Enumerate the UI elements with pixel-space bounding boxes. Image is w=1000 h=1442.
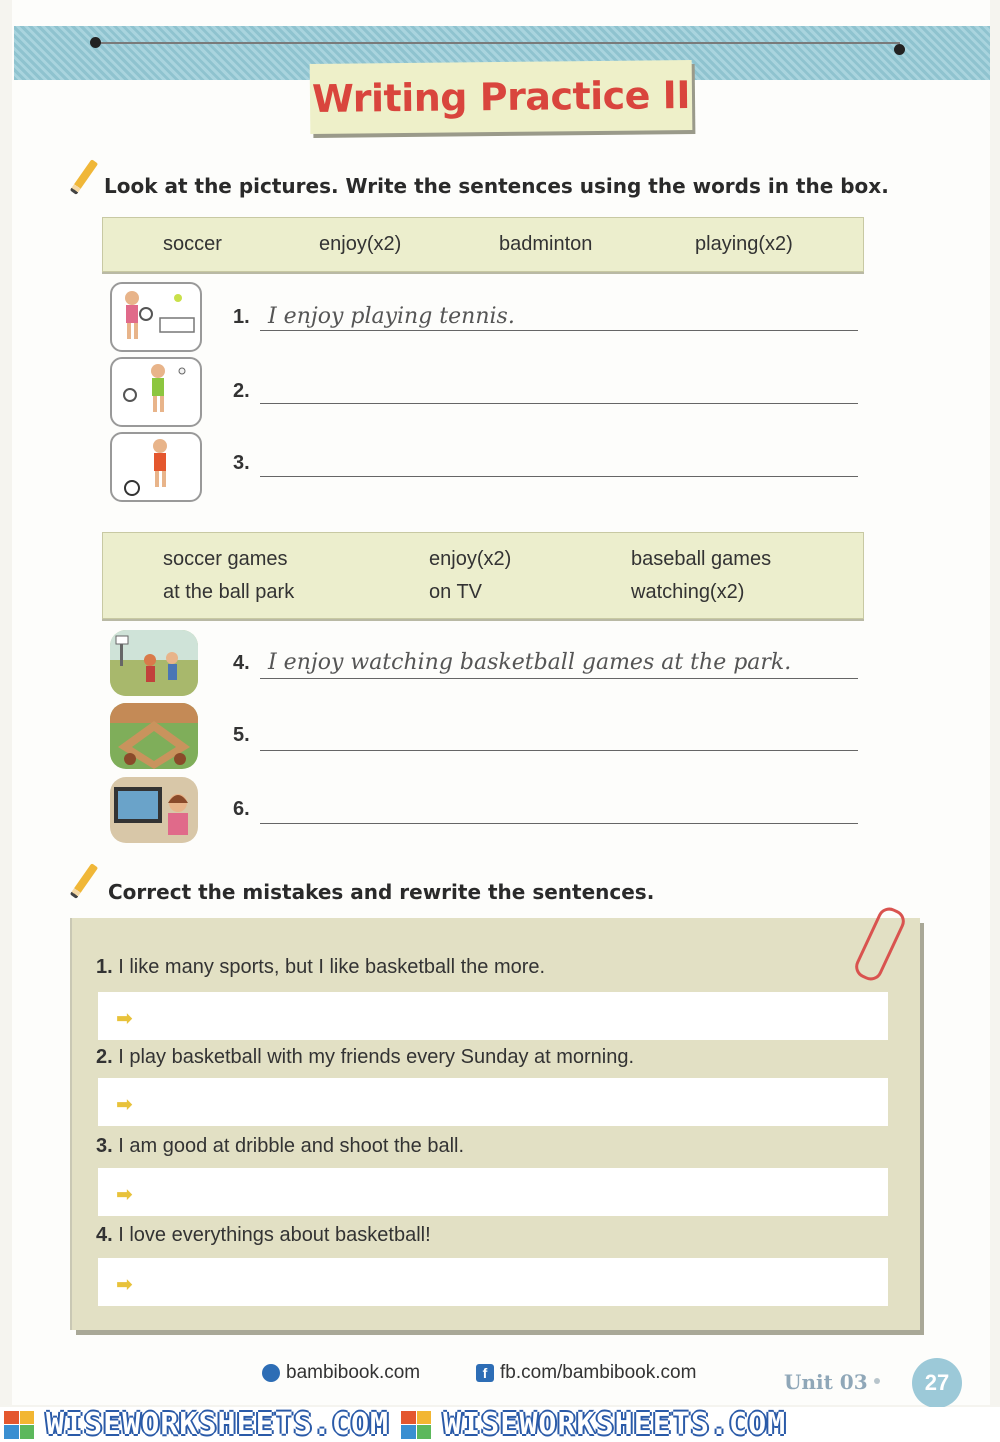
example-answer: I enjoy playing tennis. [268,304,515,329]
question-number: 4. [233,652,250,674]
sentence-2 [96,1046,634,1069]
answer-line[interactable] [260,678,858,679]
page-title: Writing Practice II [311,73,691,121]
section1-instruction: Look at the pictures. Write the sentences using the words in the box. [104,174,889,198]
sentence-text: I play basketball with my friends every Sunday at morning. [118,1046,635,1068]
facebook-icon: f [476,1364,494,1382]
rewrite-field[interactable] [98,1078,888,1126]
sentence-text: I like many sports, but I like basketball the more. [118,956,546,978]
wiseworksheets-logo-icon [401,1411,431,1439]
ball-park-stadium-icon [110,703,198,769]
word-box-2 [102,532,864,619]
website-link[interactable] [262,1362,420,1384]
answer-line[interactable] [260,403,858,404]
watermark-bar [0,1407,1000,1442]
word-box-1-item: soccer [163,233,222,255]
rewrite-field[interactable] [98,992,888,1040]
arrow-icon: ➡ [116,1274,133,1296]
sentence-3 [96,1135,464,1158]
boy-playing-badminton-icon [110,357,202,427]
arrow-icon: ➡ [116,1008,133,1030]
word-box-2-item: soccer games [163,548,288,570]
watching-tv-icon [110,777,198,843]
sentence-number: 2. [96,1046,113,1068]
question-number: 6. [233,798,250,820]
example-answer: I enjoy watching basketball games at the park. [268,650,792,675]
word-box-1-item: enjoy(x2) [319,233,402,255]
facebook-link[interactable] [476,1362,696,1384]
word-box-1 [102,217,864,272]
question-number: 3. [233,452,250,474]
word-box-1-item: playing(x2) [695,233,793,255]
correction-panel [72,918,920,1330]
separator-dot [874,1378,880,1384]
sentence-1 [96,956,545,979]
basketball-park-icon [110,630,198,696]
sentence-number: 1. [96,956,113,978]
rewrite-field[interactable] [98,1168,888,1216]
sentence-text: I am good at dribble and shoot the ball. [118,1135,465,1157]
rewrite-field[interactable] [98,1258,888,1306]
sentence-4 [96,1224,431,1247]
question-number: 1. [233,306,250,328]
arrow-icon: ➡ [116,1184,133,1206]
sentence-number: 4. [96,1224,113,1246]
word-box-2-item: on TV [429,581,482,603]
title-card [310,60,693,134]
section2-instruction: Correct the mistakes and rewrite the sentences. [108,880,655,904]
answer-line[interactable] [260,330,858,331]
rope-knot-left-icon [90,37,101,48]
girl-playing-tennis-icon [110,282,202,352]
word-box-2-item: baseball games [631,548,772,570]
watermark-text: WISEWORKSHEETS.COM [443,1407,787,1442]
wiseworksheets-logo-icon [4,1411,34,1439]
rope-knot-right-icon [894,44,905,55]
question-number: 5. [233,724,250,746]
question-number: 2. [233,380,250,402]
word-box-2-item: at the ball park [163,581,295,603]
answer-line[interactable] [260,823,858,824]
globe-icon [262,1364,280,1382]
unit-label: Unit 03 [784,1370,868,1394]
answer-line[interactable] [260,750,858,751]
word-box-1-item: badminton [499,233,593,255]
arrow-icon: ➡ [116,1094,133,1116]
word-box-2-item: watching(x2) [631,581,745,603]
word-box-2-item: enjoy(x2) [429,548,512,570]
website-text: bambibook.com [286,1362,421,1383]
page-number-badge: 27 [912,1358,962,1408]
banner-rope [95,42,900,44]
watermark-text: WISEWORKSHEETS.COM [46,1407,390,1442]
boy-playing-soccer-icon [110,432,202,502]
facebook-text: fb.com/bambibook.com [500,1362,697,1383]
answer-line[interactable] [260,476,858,477]
sentence-text: I love everythings about basketball! [118,1224,431,1246]
sentence-number: 3. [96,1135,113,1157]
